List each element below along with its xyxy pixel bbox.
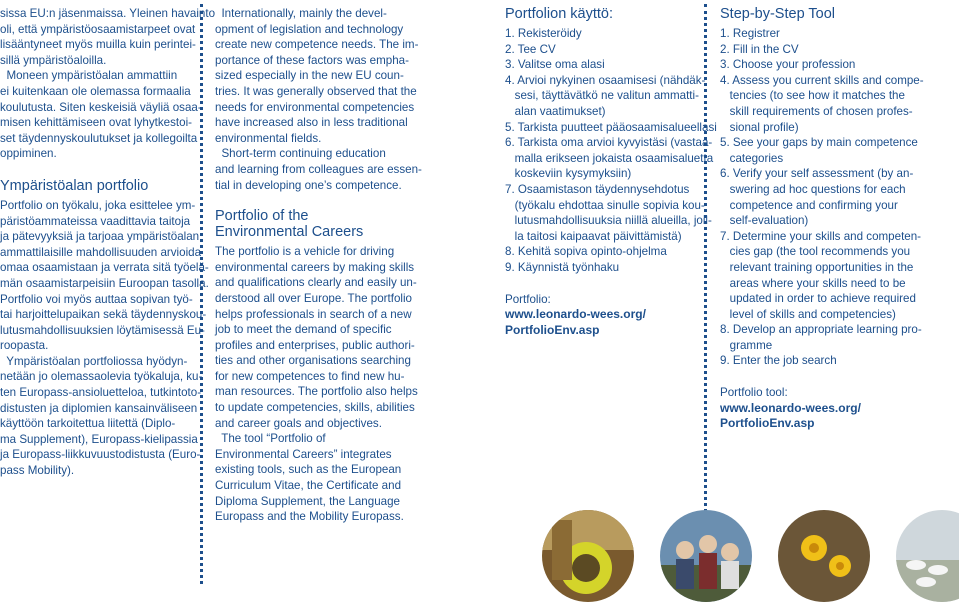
step-line: 6. Verify your self assessment (by an- (720, 167, 914, 181)
text-line: netään jo olemassaolevia työkaluja, ku- (0, 370, 203, 384)
text-line: environmental careers by making skills (215, 260, 415, 274)
text-line: The tool “Portfolio of (215, 432, 326, 446)
finnish-portfolio-heading: Ympäristöalan portfolio (0, 177, 149, 194)
text-line: needs for environmental competencies (215, 100, 415, 114)
english-column (215, 6, 422, 525)
finnish-link-label: Portfolio: (505, 292, 551, 306)
step-line: relevant training opportunities in the (720, 260, 914, 274)
text-line: opment of legislation and technology (215, 22, 404, 36)
text-line: profiles and enterprises, public authori- (215, 338, 415, 352)
step-line: skill requirements of chosen profes- (720, 104, 913, 118)
step-line: 5. Tarkista puutteet pääosaamisalueellasi (505, 120, 717, 134)
text-line: derstood all over Europe. The portfolio (215, 291, 412, 305)
text-line: män osaamistarpeisiin Euroopan tasolla. (0, 276, 209, 290)
text-line: päristöammateissa vaadittavia taitoja (0, 214, 191, 228)
step-line: gramme (720, 338, 773, 352)
english-steps-heading: Step-by-Step Tool (720, 6, 835, 22)
step-line: 7. Osaamistason täydennysehdotus (505, 182, 690, 196)
step-line: lutusmahdollisuuksia niillä alueilla, joil- (505, 214, 712, 228)
text-line: portance of these factors was empha- (215, 53, 409, 67)
text-line: and career goals and objectives. (215, 416, 382, 430)
step-line: (työkalu ehdottaa sinulle sopivia kou- (505, 198, 705, 212)
group-photo (660, 510, 752, 602)
link-line[interactable]: PortfolioEnv.asp (720, 416, 815, 431)
text-line: man resources. The portfolio also helps (215, 385, 418, 399)
step-line: 5. See your gaps by main competence (720, 136, 918, 150)
step-line: 1. Rekisteröidy (505, 27, 582, 40)
finnish-steps-heading: Portfolion käyttö: (505, 6, 613, 22)
text-line: and learning from colleagues are essen- (215, 162, 422, 176)
text-line: set täydennyskoulutukset ja kollegoilta (0, 131, 198, 145)
step-line: cies gap (the tool recommends you (720, 245, 911, 259)
step-line: 9. Käynnistä työnhaku (505, 260, 620, 274)
step-line: 9. Enter the job search (720, 354, 837, 368)
step-line: la taitosi kaipaavat päivittämistä) (505, 229, 682, 243)
step-line: malla erikseen jokaista osaamisaluetta (505, 151, 714, 165)
text-line: käyttöön tarkoitettua liitettä (Diplo- (0, 417, 176, 431)
finnish-steps-list (505, 26, 717, 276)
step-line: 3. Valitse oma alasi (505, 58, 605, 72)
step-line: 8. Kehitä sopiva opinto-ohjelma (505, 245, 667, 259)
text-line: create new competence needs. The im- (215, 38, 419, 52)
text-line: lutusmahdollisuuksien löytämisessä Eu- (0, 323, 205, 337)
step-line: swering ad hoc questions for each (720, 182, 906, 196)
text-line: Europass and the Mobility Europass. (215, 510, 404, 524)
text-line: sissa EU:n jäsenmaissa. Yleinen havainto (0, 7, 216, 20)
english-portfolio-link[interactable] (720, 401, 920, 432)
text-line: Diploma Supplement, the Language (215, 494, 400, 508)
step-line: 6. Tarkista oma arvioi kyvyistäsi (vastaa- (505, 136, 713, 150)
english-portfolio-heading (215, 208, 415, 240)
text-line: oli, että ympäristöosaamistarpeet ovat (0, 22, 196, 36)
step-line: competence and confirming your (720, 198, 898, 212)
link-line[interactable]: www.leonardo-wees.org/ (505, 307, 646, 322)
text-line: ties and other organisations searching (215, 354, 411, 368)
text-line: existing tools, such as the European (215, 463, 402, 477)
english-steps-list (720, 26, 924, 369)
step-line: updated in order to achieve required (720, 292, 916, 306)
finnish-steps-column (505, 6, 717, 338)
text-line: Moneen ympäristöalan ammattiin (0, 69, 178, 83)
step-line: self-evaluation) (720, 214, 809, 228)
text-line: to update competencies, skills, abilities (215, 401, 415, 415)
text-line: pass Mobility). (0, 464, 75, 478)
step-line: 3. Choose your profession (720, 58, 856, 72)
text-line: and qualifications clearly and easily un- (215, 276, 417, 290)
english-intro (215, 6, 422, 193)
flowers-photo (778, 510, 870, 602)
text-line: sillä ympäristöaloilla. (0, 53, 107, 67)
column-divider (704, 4, 707, 584)
step-line: level of skills and competencies) (720, 307, 896, 321)
step-line: 2. Tee CV (505, 42, 556, 56)
text-line: koulutusta. Siten keskeisiä väyliä osaa- (0, 100, 202, 114)
text-line: ma Supplement), Europass-kielipassia (0, 432, 198, 446)
step-line: areas where your skills need to be (720, 276, 906, 290)
step-line: 7. Determine your skills and competen- (720, 229, 922, 243)
step-line: 2. Fill in the CV (720, 42, 799, 56)
text-line: Internationally, mainly the devel- (215, 7, 387, 20)
text-line: Curriculum Vitae, the Certificate and (215, 479, 402, 493)
machinery-photo (542, 510, 634, 602)
text-line: omaa osaamistaan ja verrata sitä työelä- (0, 261, 209, 275)
step-line: 4. Arvioi nykyinen osaamisesi (nähdäk- (505, 73, 706, 87)
text-line: helps professionals in search of a new (215, 307, 412, 321)
text-line: ei kuitenkaan ole olemassa formaalia (0, 84, 191, 98)
text-line: lisääntyneet myös muilla kuin perintei- (0, 38, 196, 52)
text-line: misen kehittämiseen ovat lyhytkestoi- (0, 116, 193, 130)
step-line: tencies (to see how it matches the (720, 89, 905, 103)
text-line: The portfolio is a vehicle for driving (215, 245, 395, 259)
text-line: job to meet the demand of specific (215, 323, 392, 337)
finnish-intro (0, 6, 216, 162)
step-line: 8. Develop an appropriate learning pro- (720, 323, 922, 337)
text-line: tai harjoittelupaikan sekä täydennyskou- (0, 308, 207, 322)
finnish-portfolio-body (0, 198, 209, 479)
text-line: Short-term continuing education (215, 147, 386, 161)
text-line: tial in developing one’s competence. (215, 178, 402, 192)
english-steps-column (720, 6, 924, 432)
text-line: roopasta. (0, 339, 49, 353)
text-line: sized especially in the new EU coun- (215, 69, 404, 83)
text-line: tries. It was generally observed that the (215, 84, 417, 98)
heading-line: Portfolio of the (215, 208, 309, 225)
finnish-portfolio-link[interactable] (505, 307, 705, 338)
step-line: alan vaatimukset) (505, 104, 606, 118)
text-line: ja Europass-liikkuvuustodistusta (Euro- (0, 448, 201, 462)
step-line: sesi, täyttävätkö ne valitun ammatti- (505, 89, 699, 103)
tanks-photo (896, 510, 959, 602)
step-line: koskeviin kysymyksiin) (505, 167, 632, 181)
step-line: 4. Assess you current skills and compe- (720, 73, 924, 87)
text-line: for new competences to find new hu- (215, 369, 405, 383)
text-line: ten Europass-ansioluetteloa, tutkintoto- (0, 386, 202, 400)
text-line: distusten ja diplomien kansainväliseen (0, 401, 198, 415)
finnish-column (0, 6, 216, 479)
text-line: oppiminen. (0, 147, 57, 161)
heading-line: Environmental Careers (215, 224, 364, 241)
text-line: Ympäristöalan portfoliossa hyödyn- (0, 354, 188, 368)
step-line: sional profile) (720, 120, 799, 134)
link-line[interactable]: PortfolioEnv.asp (505, 322, 600, 337)
text-line: Portfolio on työkalu, joka esittelee ym- (0, 198, 196, 212)
text-line: Portfolio voi myös auttaa sopivan työ- (0, 292, 193, 306)
text-line: ja pätevyyksiä ja tarjoaa ympäristöalan (0, 230, 200, 244)
english-portfolio-body (215, 244, 418, 525)
text-line: ammattilaisille mahdollisuuden arvioida (0, 245, 202, 259)
text-line: Environmental Careers” integrates (215, 447, 392, 461)
english-link-label: Portfolio tool: (720, 386, 788, 400)
step-line: categories (720, 151, 784, 165)
text-line: environmental fields. (215, 131, 322, 145)
link-line[interactable]: www.leonardo-wees.org/ (720, 400, 861, 415)
column-divider (200, 4, 203, 584)
step-line: 1. Registrer (720, 27, 780, 40)
text-line: have increased also in less traditional (215, 116, 408, 130)
